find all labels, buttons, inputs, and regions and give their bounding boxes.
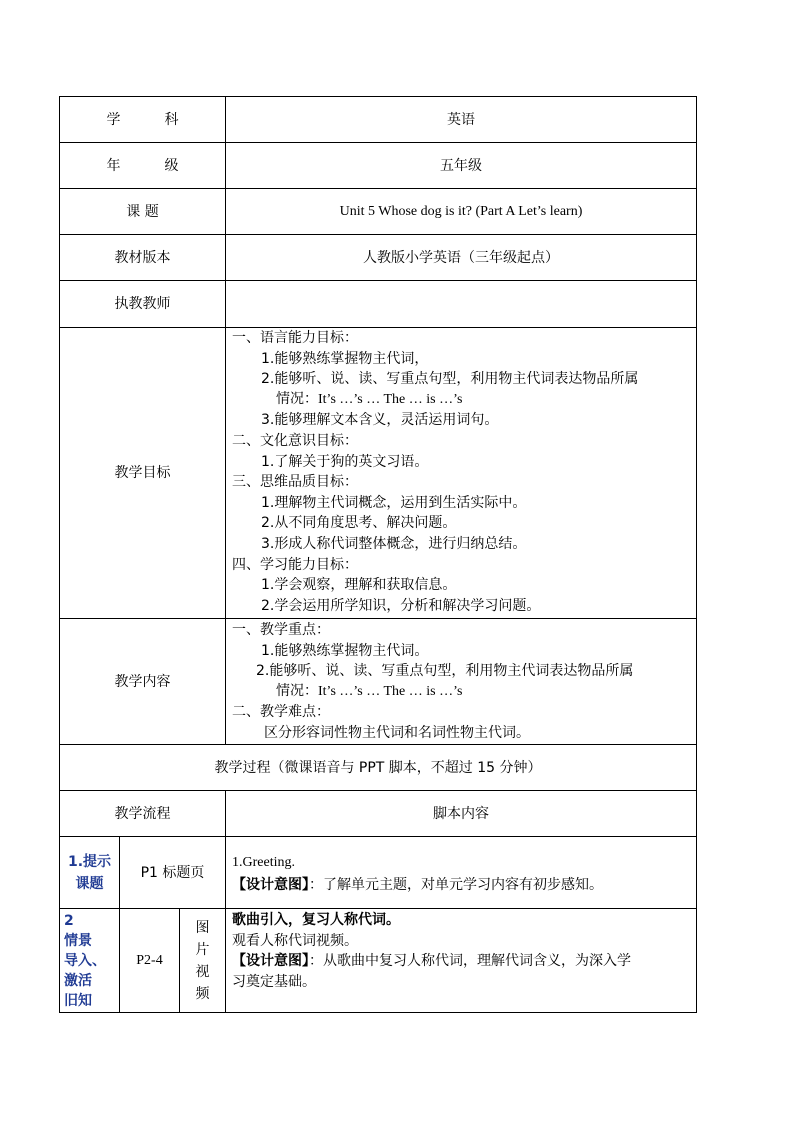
step1-name-line: 1.提示	[67, 853, 112, 870]
objectives-line: 2.能够听、说、读、写重点句型，利用物主代词表达物品所属	[261, 371, 639, 388]
process-title: 教学过程（微课语音与 PPT 脚本，不超过 15 分钟）	[214, 759, 542, 776]
step1-greeting: 1.Greeting.	[232, 855, 295, 870]
grade-label-char: 级	[164, 157, 179, 174]
teacher-value	[226, 281, 696, 327]
objectives-list	[232, 328, 694, 616]
objectives-line: 2.学会运用所学知识，分析和解决学习问题。	[261, 597, 541, 614]
content-line: 1.能够熟练掌握物主代词。	[261, 642, 429, 659]
step2-name-line: 2	[64, 913, 74, 929]
objectives-line: 四、学习能力目标：	[232, 556, 358, 573]
step2-slide: P2-4	[136, 952, 163, 968]
step2-type-char: 图	[195, 919, 210, 936]
objectives-line: 3.能够理解文本含义，灵活运用词句。	[261, 412, 499, 429]
step2-name-line: 旧知	[64, 993, 92, 1009]
step1-script	[232, 852, 694, 896]
teacher-label: 执教教师	[114, 296, 171, 312]
subject-label	[60, 97, 225, 142]
objectives-line: 1.理解物主代词概念，运用到生活实际中。	[261, 494, 527, 511]
subject-value: 英语	[447, 111, 475, 128]
step2-name-line: 激活	[64, 973, 92, 989]
step2-type-char: 视	[195, 963, 210, 980]
objectives-line: 3.形成人称代词整体概念，进行归纳总结。	[261, 535, 527, 552]
step1-intent	[232, 874, 694, 896]
topic-value: Unit 5 Whose dog is it? (Part A Let’s learn)	[339, 203, 583, 219]
content-line: 二、教学难点：	[232, 704, 330, 721]
table-border-right	[696, 96, 697, 1013]
step2-name-line: 导入、	[64, 953, 106, 969]
objectives-line: 1.学会观察，理解和获取信息。	[261, 577, 457, 594]
step1-name-line: 课题	[75, 875, 104, 892]
objectives-line: 1.了解关于狗的英文习语。	[261, 453, 429, 470]
content-line: 情况：It’s …’s … The … is …’s	[276, 683, 463, 699]
topic-label: 课 题	[126, 203, 159, 220]
step2-intent	[232, 951, 694, 972]
grade-label	[60, 143, 225, 188]
step2-type-char: 频	[195, 985, 210, 1002]
step2-type	[180, 909, 225, 1012]
design-intent-text: ：从歌曲中复习人称代词，理解代词含义，为深入学	[309, 953, 631, 969]
subject-label-char: 学	[106, 111, 121, 128]
objectives-line: 一、语言能力目标：	[232, 330, 358, 346]
content-label: 教学内容	[114, 673, 171, 690]
subject-label-char: 科	[164, 111, 179, 128]
design-intent-tag: 【设计意图】	[232, 953, 309, 969]
step2-intent-continued: 习奠定基础。	[232, 973, 316, 990]
script-column-header: 脚本内容	[433, 805, 489, 822]
step2-type-char: 片	[195, 941, 210, 958]
objectives-line: 1.能够熟练掌握物主代词，	[261, 350, 429, 367]
objectives-line: 2.从不同角度思考、解决问题。	[261, 515, 457, 532]
table-border-bottom	[59, 1012, 697, 1013]
step1-name	[60, 837, 119, 908]
objectives-label: 教学目标	[114, 465, 171, 481]
edition-value: 人教版小学英语（三年级起点）	[363, 249, 559, 266]
objectives-line: 二、文化意识目标：	[232, 432, 358, 449]
grade-label-char: 年	[106, 157, 121, 174]
grade-value: 五年级	[440, 157, 482, 174]
design-intent-text: ：了解单元主题，对单元学习内容有初步感知。	[309, 877, 603, 893]
step2-heading: 歌曲引入，复习人称代词。	[232, 912, 400, 928]
content-line: 一、教学重点：	[232, 622, 330, 638]
step1-slide: P1 标题页	[140, 864, 205, 881]
content-list	[232, 620, 694, 744]
step2-script	[232, 910, 694, 992]
step2-name	[64, 911, 119, 1011]
content-line: 区分形容词性物主代词和名词性物主代词。	[264, 724, 530, 741]
content-line: 2.能够听、说、读、写重点句型，利用物主代词表达物品所属	[256, 663, 634, 680]
step2-activity: 观看人称代词视频。	[232, 932, 358, 949]
objectives-line: 三、思维品质目标：	[232, 474, 358, 491]
flow-column-header: 教学流程	[114, 805, 171, 822]
edition-label: 教材版本	[114, 249, 171, 266]
design-intent-tag: 【设计意图】	[232, 877, 309, 893]
step2-name-line: 情景	[64, 933, 92, 949]
objectives-line: 情况：It’s …’s … The … is …’s	[276, 391, 463, 407]
